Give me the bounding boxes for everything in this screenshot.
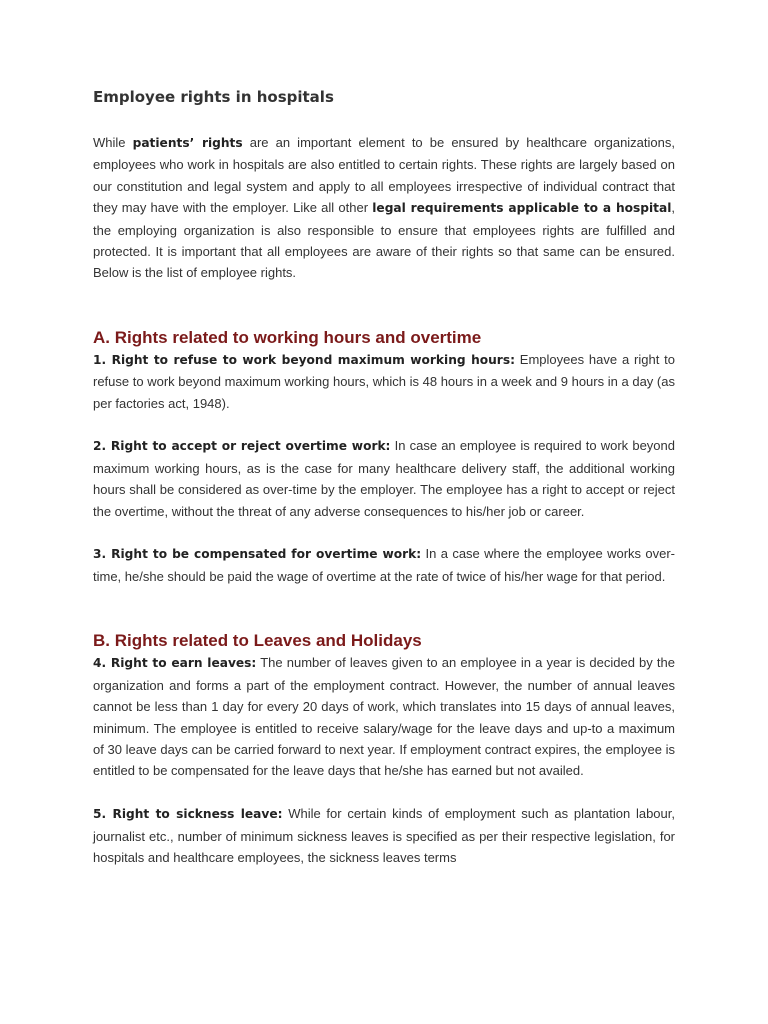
right-item-4 bbox=[93, 652, 675, 781]
right-label: 3. Right to be compensated for overtime work: bbox=[93, 547, 422, 562]
section-heading-b: B. Rights related to Leaves and Holidays bbox=[93, 631, 422, 651]
intro-paragraph bbox=[93, 132, 675, 284]
right-item-5 bbox=[93, 803, 675, 868]
right-label: 5. Right to sickness leave: bbox=[93, 807, 283, 822]
patients-rights-link-text: patients’ rights bbox=[132, 136, 243, 150]
right-text: In a case where the employee works over-time, he/she should be paid the wage of overtime at the rate of twice of his/her wage for that period. bbox=[93, 546, 676, 584]
right-item-3 bbox=[93, 543, 675, 587]
right-label: 1. Right to refuse to work beyond maximum working hours: bbox=[93, 352, 515, 367]
right-label: 4. Right to earn leaves: bbox=[93, 656, 257, 671]
right-text: While for certain kinds of employment such as plantation labour, journalist etc., number of minimum sickness leaves is specified as per their respective legislation, for hospitals and healthcare employees, the sickness leaves terms bbox=[93, 806, 675, 865]
right-item-2 bbox=[93, 435, 675, 522]
right-item-1 bbox=[93, 349, 675, 414]
page-title: Employee rights in hospitals bbox=[93, 88, 334, 106]
intro-text-1: While bbox=[93, 135, 133, 150]
right-text: Employees have a right to refuse to work beyond maximum working hours, which is 48 hours in a week and 9 hours in a day (as per factories act, 1948). bbox=[93, 351, 675, 411]
intro-text-2: are an important element to be ensured by healthcare organizations, employees who work in hospitals are also entitled to certain rights. These rights are largely based on our constitution and legal system and apply to all employees irrespective of individual contract that they may have with the employer. Like all other bbox=[93, 135, 675, 216]
legal-requirements-link-text: legal requirements applicable to a hospital bbox=[372, 201, 672, 216]
intro-text-3: , the employing organization is also responsible to ensure that employees rights are fulfilled and protected. It is important that all employees are aware of their rights so that same can be ensured. Below is the list of employee rights. bbox=[93, 200, 675, 281]
document-page bbox=[93, 86, 675, 868]
right-text: The number of leaves given to an employee in a year is decided by the organization and forms a part of the employment contract. However, the number of annual leaves cannot be less than 1 day for every 20 days of work, which translates into 15 days of annual leaves, minimum. The employee is entitled to receive salary/wage for the leave days and up-to a maximum of 30 leave days can be carried forward to next year. If employment contract expires, the employee is entitled to be compensated for the leave days that he/she has earned but not availed. bbox=[93, 655, 675, 779]
right-label: 2. Right to accept or reject overtime work: bbox=[93, 439, 391, 454]
right-text: In case an employee is required to work beyond maximum working hours, as is the case for many healthcare delivery staff, the additional working hours shall be considered as over-time by the employer. The employee has a right to accept or reject the overtime, without the threat of any adverse consequences to his/her job or career. bbox=[93, 438, 675, 519]
section-heading-a: A. Rights related to working hours and overtime bbox=[93, 327, 482, 347]
